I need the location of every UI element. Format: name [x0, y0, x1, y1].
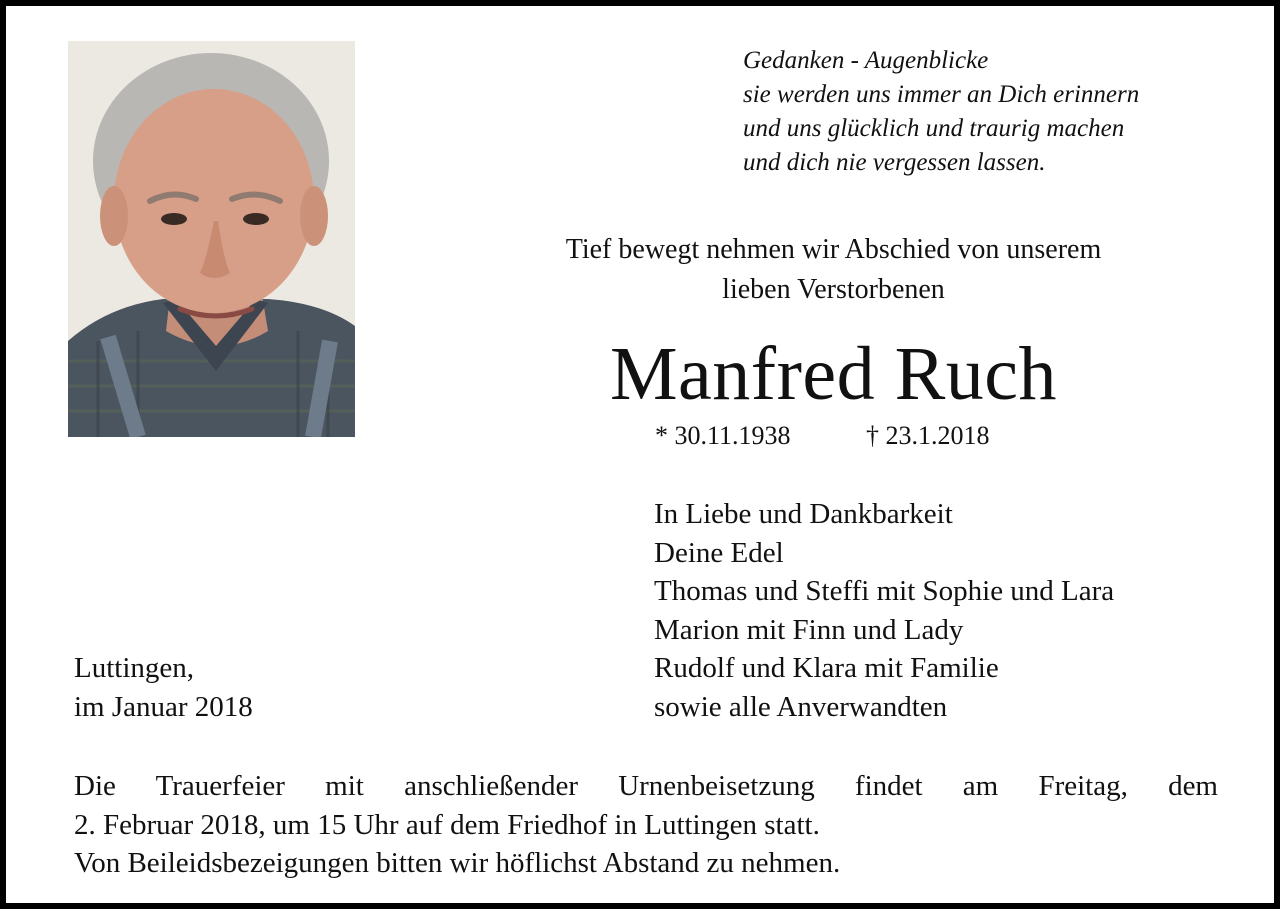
- mourner-line: Marion mit Finn und Lady: [654, 613, 964, 646]
- poem-line: sie werden uns immer an Dich erinnern: [743, 81, 1140, 108]
- portrait-photo: [68, 41, 355, 437]
- intro-line-1: Tief bewegt nehmen wir Abschied von unserem: [565, 234, 1102, 265]
- funeral-notice-line-2: 2. Februar 2018, um 15 Uhr auf dem Friedhof in Luttingen statt.: [74, 808, 820, 841]
- poem: [743, 44, 1139, 180]
- mourner-line: sowie alle Anverwandten: [654, 690, 948, 723]
- portrait-illustration: [68, 41, 355, 437]
- funeral-notice-line-3: Von Beileidsbezeigungen bitten wir höflichst Abstand zu nehmen.: [74, 847, 841, 880]
- mourner-line: Deine Edel: [654, 536, 784, 569]
- birth-date: * 30.11.1938: [655, 421, 791, 450]
- poem-line: und uns glücklich und traurig machen: [743, 115, 1125, 142]
- death-date: † 23.1.2018: [866, 421, 990, 450]
- mourner-line: Thomas und Steffi mit Sophie und Lara: [654, 575, 1115, 608]
- poem-line: Gedanken - Augenblicke: [743, 47, 989, 74]
- place-and-date: [74, 649, 253, 726]
- mourners-list: [654, 495, 1114, 727]
- poem-line: und dich nie vergessen lassen.: [743, 149, 1046, 176]
- place-line-1: Luttingen,: [74, 652, 195, 684]
- farewell-intro: [456, 230, 1211, 310]
- deceased-name: Manfred Ruch: [609, 332, 1058, 416]
- place-line-2: im Januar 2018: [74, 690, 253, 723]
- mourner-line: In Liebe und Dankbarkeit: [654, 498, 953, 530]
- funeral-notice-line-1: Die Trauerfeier mit anschließender Urnenbeisetzung findet am Freitag, dem: [74, 770, 1218, 802]
- mourner-line: Rudolf und Klara mit Familie: [654, 652, 999, 685]
- funeral-notice: [74, 767, 1218, 883]
- intro-line-2: lieben Verstorbenen: [722, 274, 945, 305]
